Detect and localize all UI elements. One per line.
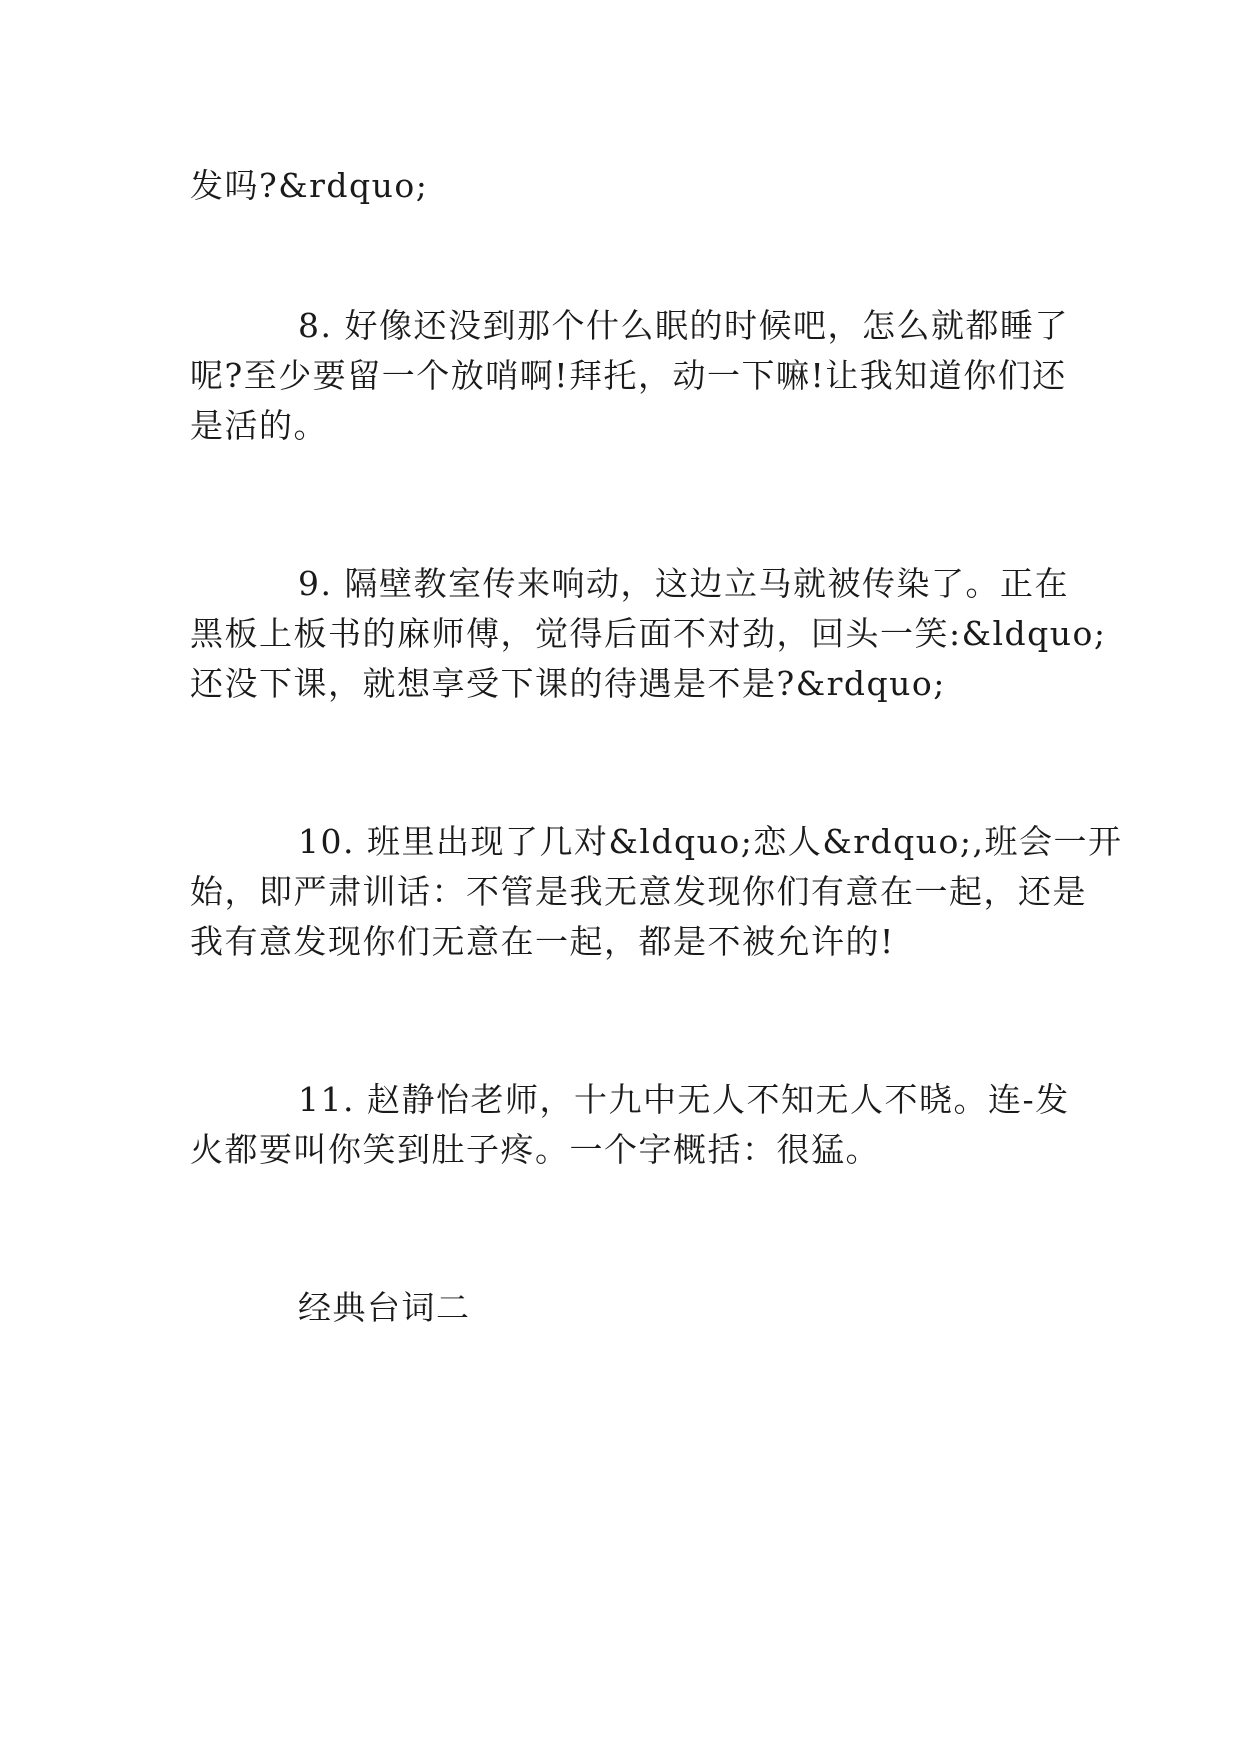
section-heading: 经典台词二 (298, 1288, 471, 1327)
paragraph-9-line-1: 9. 隔壁教室传来响动，这边立马就被传染了。正在 (298, 564, 1069, 603)
paragraph-8-line-2: 呢?至少要留一个放哨啊!拜托，动一下嘛!让我知道你们还 (190, 356, 1067, 395)
paragraph-11-line-1: 11. 赵静怡老师，十九中无人不知无人不晓。连-发 (298, 1080, 1070, 1119)
paragraph-8-line-1: 8. 好像还没到那个什么眠的时候吧，怎么就都睡了 (298, 306, 1069, 345)
paragraph-10-line-2: 始，即严肃训话：不管是我无意发现你们有意在一起，还是 (190, 872, 1087, 911)
paragraph-9-line-3: 还没下课，就想享受下课的待遇是不是?&rdquo; (190, 664, 946, 703)
text-line: 发吗?&rdquo; (190, 166, 429, 205)
paragraph-10-line-3: 我有意发现你们无意在一起，都是不被允许的! (190, 922, 895, 961)
paragraph-9-line-2: 黑板上板书的麻师傅，觉得后面不对劲，回头一笑:&ldquo; (190, 614, 1107, 653)
paragraph-8-line-3: 是活的。 (190, 406, 328, 445)
paragraph-10-line-1: 10. 班里出现了几对&ldquo;恋人&rdquo;,班会一开 (298, 822, 1123, 861)
paragraph-11-line-2: 火都要叫你笑到肚子疼。一个字概括：很猛。 (190, 1130, 880, 1169)
